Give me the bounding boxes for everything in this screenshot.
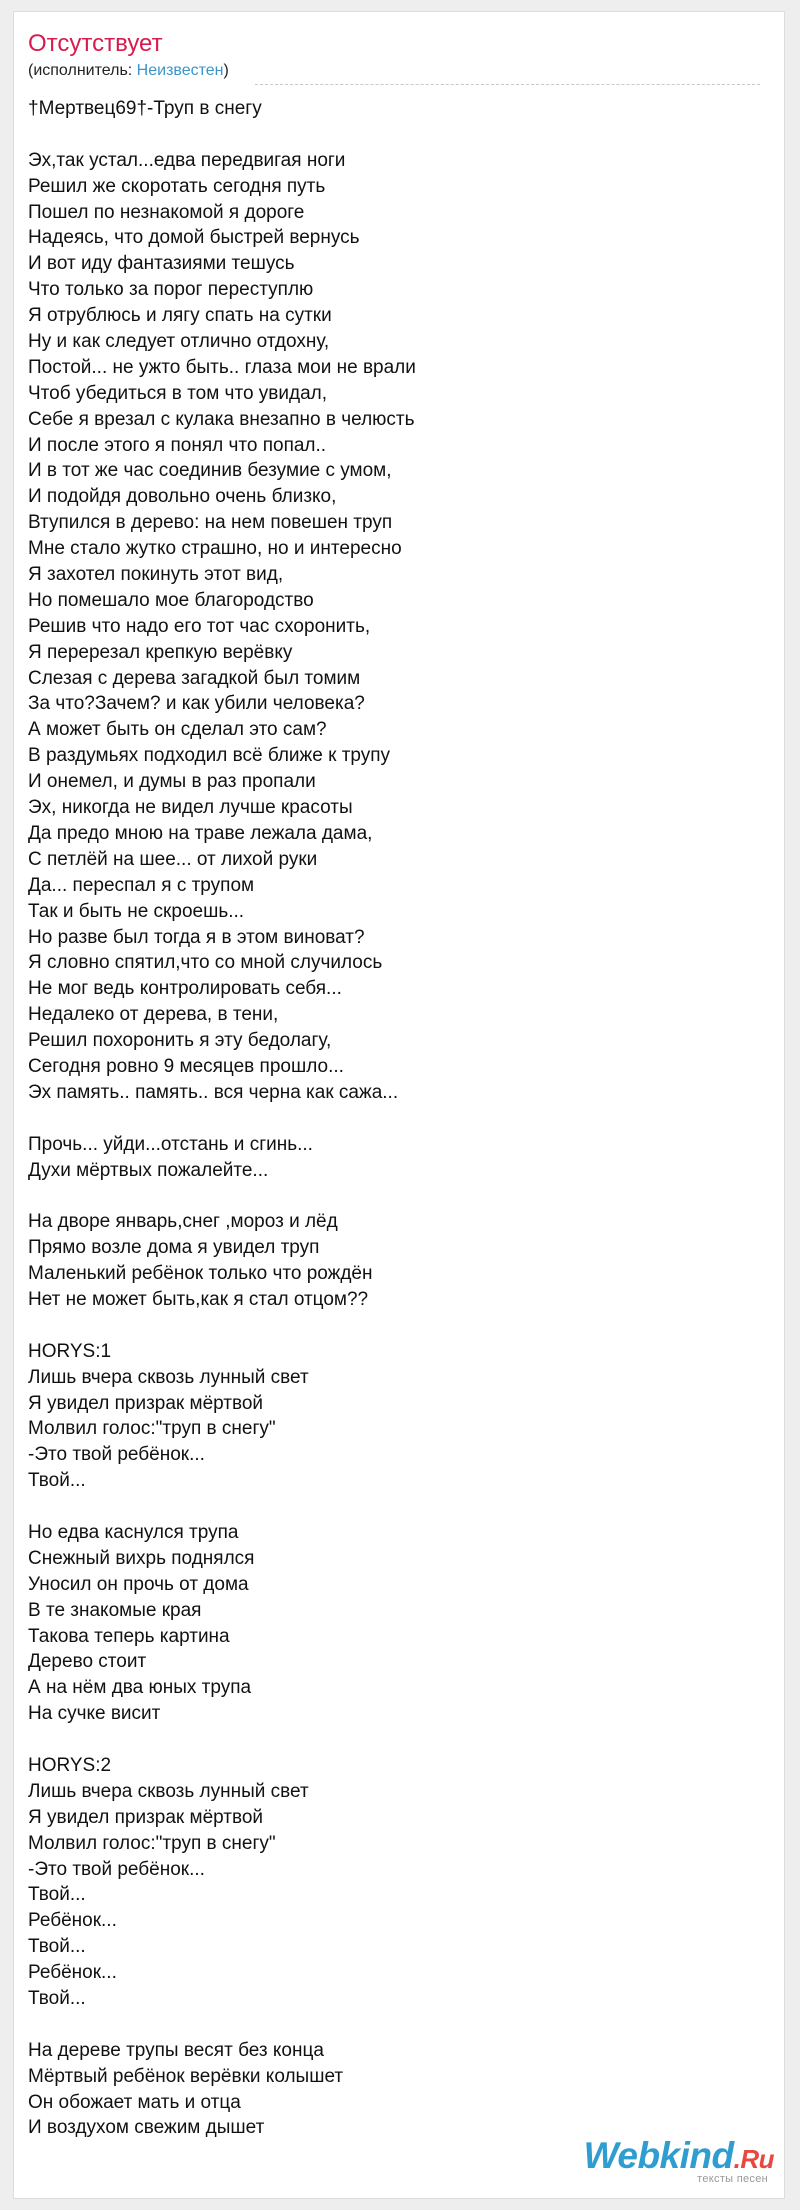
lyric-line: На дереве трупы весят без конца bbox=[28, 2039, 324, 2061]
lyric-line: Я увидел призрак мёртвой bbox=[28, 1392, 264, 1414]
lyric-blank-line bbox=[28, 122, 768, 148]
lyric-line: Такова теперь картина bbox=[28, 1625, 230, 1647]
logo-tagline: тексты песен bbox=[697, 2173, 768, 2185]
logo-web: Web bbox=[583, 2135, 660, 2176]
lyric-line: -Это твой ребёнок... bbox=[28, 1858, 205, 1880]
lyric-line: Втупился в дерево: на нем повешен труп bbox=[28, 512, 393, 534]
lyric-line: Надеясь, что домой быстрей вернусь bbox=[28, 227, 360, 249]
lyric-blank-line bbox=[28, 1494, 768, 1520]
lyric-line: Слезая с дерева загадкой был томим bbox=[28, 667, 361, 689]
lyric-line: Твой... bbox=[28, 1470, 86, 1492]
lyric-line: Он обожает мать и отца bbox=[28, 2091, 241, 2113]
lyric-line: †Мертвец69†-Труп в снегу bbox=[28, 98, 262, 119]
lyric-line: Но едва каснулся трупа bbox=[28, 1521, 239, 1543]
lyric-line: На дворе январь,снег ,мороз и лёд bbox=[28, 1211, 338, 1233]
webkind-logo[interactable] bbox=[584, 2136, 774, 2186]
lyric-line: Лишь вчера сквозь лунный свет bbox=[28, 1780, 309, 1802]
lyric-line: Духи мёртвых пожалейте... bbox=[28, 1159, 269, 1181]
lyric-line: Я отрублюсь и лягу спать на сутки bbox=[28, 305, 332, 327]
lyric-line: И в тот же час соединив безумие с умом, bbox=[28, 460, 392, 482]
lyric-blank-line bbox=[28, 1183, 768, 1209]
lyric-line: Чтоб убедиться в том что увидал, bbox=[28, 382, 328, 404]
lyric-line: Но помешало мое благородство bbox=[28, 589, 314, 611]
lyric-line: Эх,так устал...едва передвигая ноги bbox=[28, 149, 346, 171]
lyric-line: А на нём два юных трупа bbox=[28, 1677, 252, 1699]
lyric-line: Нет не может быть,как я стал отцом?? bbox=[28, 1288, 369, 1310]
lyric-line: Маленький ребёнок только что рождён bbox=[28, 1263, 373, 1285]
lyric-line: Мёртвый ребёнок верёвки колышет bbox=[28, 2065, 344, 2087]
lyric-line: Сегодня ровно 9 месяцев прошло... bbox=[28, 1055, 344, 1077]
lyric-blank-line bbox=[28, 2012, 768, 2038]
lyric-line: С петлёй на шее... от лихой руки bbox=[28, 848, 318, 870]
lyric-line: Да... переспал я с трупом bbox=[28, 874, 255, 896]
lyrics-text bbox=[28, 96, 768, 2141]
lyric-line: Снежный вихрь поднялся bbox=[28, 1547, 255, 1569]
logo-tld: .Ru bbox=[733, 2144, 774, 2174]
lyric-line: И воздухом свежим дышет bbox=[28, 2117, 265, 2139]
lyric-line: Решив что надо его тот час схоронить, bbox=[28, 615, 371, 637]
lyric-line: Не мог ведь контролировать себя... bbox=[28, 978, 342, 1000]
lyric-line: И после этого я понял что попал.. bbox=[28, 434, 327, 456]
lyric-line: Ребёнок... bbox=[28, 1910, 117, 1932]
lyric-line: Ну и как следует отлично отдохну, bbox=[28, 331, 330, 353]
lyric-line: За что?Зачем? и как убили человека? bbox=[28, 693, 365, 715]
lyric-line: Ребёнок... bbox=[28, 1962, 117, 1984]
lyric-line: В раздумьях подходил всё ближе к трупу bbox=[28, 745, 391, 767]
lyric-line: Эх память.. память.. вся черна как сажа... bbox=[28, 1081, 399, 1103]
artist-suffix: ) bbox=[223, 62, 229, 79]
lyric-line: Твой... bbox=[28, 1988, 86, 2010]
lyric-line: Решил же скоротать сегодня путь bbox=[28, 175, 326, 197]
lyric-line: Постой... не ужто быть.. глаза мои не врали bbox=[28, 356, 416, 378]
logo-kind: kind bbox=[659, 2135, 734, 2176]
artist-link[interactable]: Неизвестен bbox=[136, 62, 224, 79]
lyric-line: Эх, никогда не видел лучше красоты bbox=[28, 797, 353, 819]
lyric-line: Твой... bbox=[28, 1884, 86, 1906]
lyric-line: Я захотел покинуть этот вид, bbox=[28, 564, 284, 586]
header-divider bbox=[255, 84, 760, 85]
lyric-line: Себе я врезал с кулака внезапно в челюсть bbox=[28, 408, 415, 430]
lyric-line: В те знакомые края bbox=[28, 1599, 202, 1621]
lyric-line: Что только за порог переступлю bbox=[28, 279, 314, 301]
lyric-line: На сучке висит bbox=[28, 1703, 161, 1725]
lyric-line: И онемел, и думы в раз пропали bbox=[28, 771, 316, 793]
lyric-line: HORYS:1 bbox=[28, 1340, 112, 1362]
lyric-line: Да предо мною на траве лежала дама, bbox=[28, 822, 373, 844]
lyric-line: Дерево стоит bbox=[28, 1651, 147, 1673]
lyric-line: И вот иду фантазиями тешусь bbox=[28, 253, 295, 275]
lyric-blank-line bbox=[28, 1727, 768, 1753]
lyric-line: Недалеко от дерева, в тени, bbox=[28, 1004, 279, 1026]
song-title: Отсутствует bbox=[28, 30, 163, 57]
artist-prefix: (исполнитель: bbox=[28, 62, 137, 79]
lyric-blank-line bbox=[28, 1313, 768, 1339]
artist-line bbox=[28, 61, 229, 81]
lyric-line: Лишь вчера сквозь лунный свет bbox=[28, 1366, 309, 1388]
lyric-blank-line bbox=[28, 1106, 768, 1132]
lyric-line: Уносил он прочь от дома bbox=[28, 1573, 249, 1595]
lyric-line: Но разве был тогда я в этом виноват? bbox=[28, 926, 365, 948]
lyric-line: Я словно спятил,что со мной случилось bbox=[28, 952, 383, 974]
lyric-line: -Это твой ребёнок... bbox=[28, 1444, 205, 1466]
lyric-line: Я увидел призрак мёртвой bbox=[28, 1806, 264, 1828]
lyric-line: Пошел по незнакомой я дороге bbox=[28, 201, 305, 223]
lyric-line: А может быть он сделал это сам? bbox=[28, 719, 327, 741]
lyric-line: HORYS:2 bbox=[28, 1755, 112, 1776]
lyric-line: Молвил голос:"труп в снегу" bbox=[28, 1832, 276, 1854]
lyric-line: Решил похоронить я эту бедолагу, bbox=[28, 1030, 332, 1052]
lyric-line: Молвил голос:"труп в снегу" bbox=[28, 1418, 276, 1440]
lyric-line: Мне стало жутко страшно, но и интересно bbox=[28, 538, 402, 560]
lyric-line: И подойдя довольно очень близко, bbox=[28, 486, 337, 508]
lyric-line: Твой... bbox=[28, 1936, 86, 1958]
lyric-line: Я перерезал крепкую верёвку bbox=[28, 641, 293, 663]
lyric-line: Прямо возле дома я увидел труп bbox=[28, 1237, 320, 1259]
lyric-line: Так и быть не скроешь... bbox=[28, 900, 245, 922]
lyric-line: Прочь... уйди...отстань и сгинь... bbox=[28, 1133, 313, 1155]
